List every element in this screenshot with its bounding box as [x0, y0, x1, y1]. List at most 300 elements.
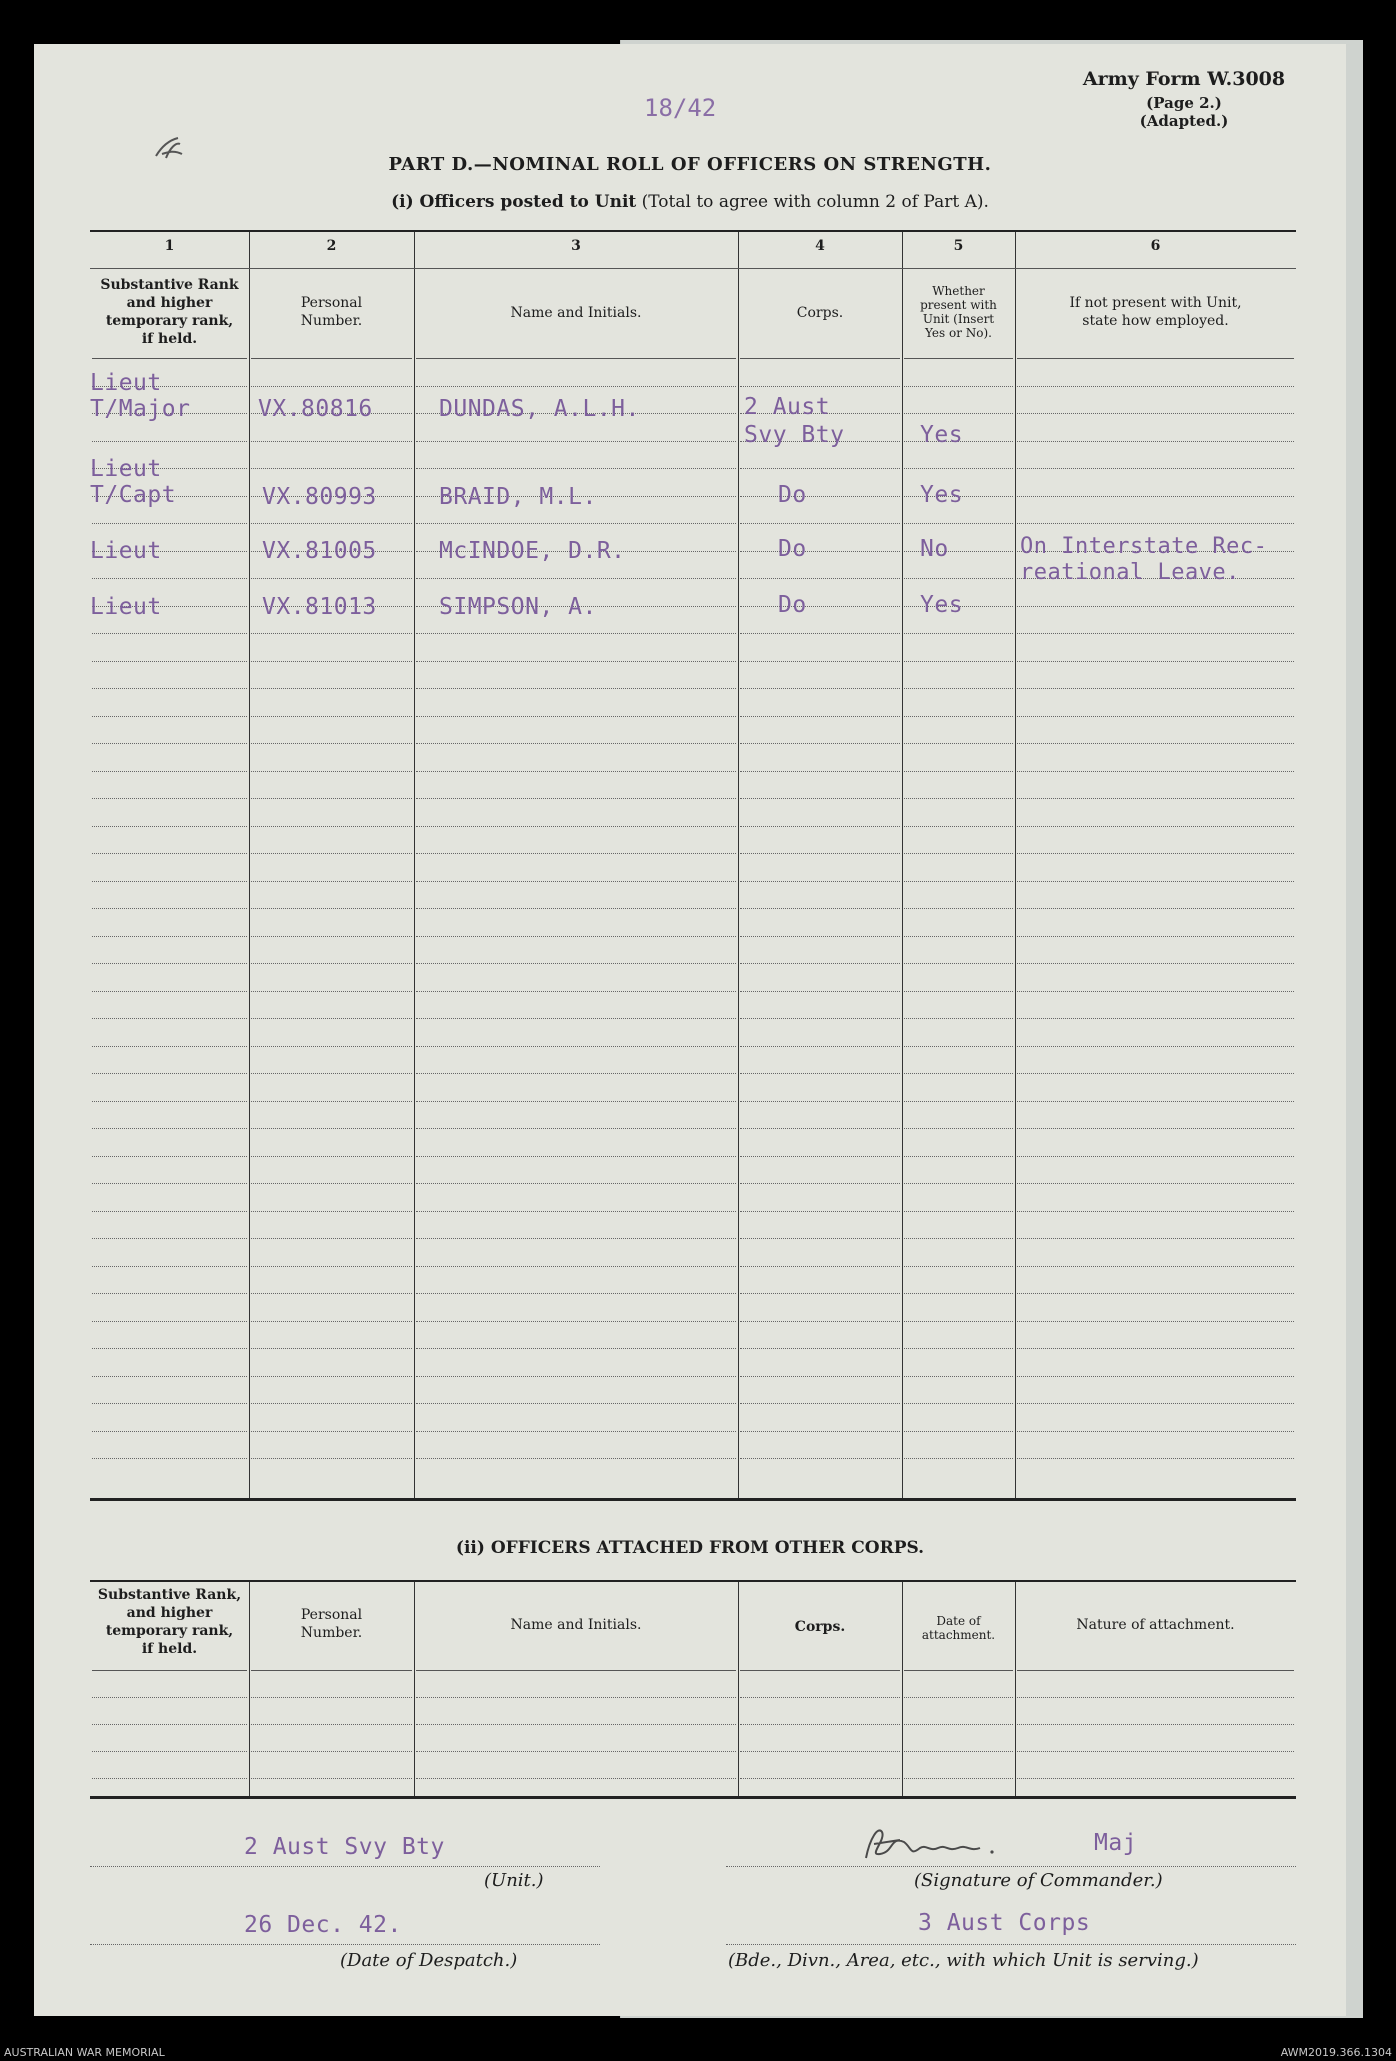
- ruled-line: [416, 633, 736, 634]
- ruled-line: [904, 523, 1013, 524]
- entry1-corps2: Svy Bty: [744, 422, 845, 448]
- entry4-name: SIMPSON, A.: [439, 594, 597, 620]
- ruled-line: [92, 1156, 247, 1157]
- ruled-line: [740, 1211, 900, 1212]
- entry2-rank2: T/Capt: [90, 482, 177, 508]
- ruled-line: [251, 1156, 412, 1157]
- ruled-line: [1017, 743, 1294, 744]
- formation-value: 3 Aust Corps: [918, 1910, 1091, 1936]
- ruled-line: [416, 936, 736, 937]
- ruled-line: [740, 908, 900, 909]
- ruled-line: [251, 1458, 412, 1459]
- ruled-line: [1017, 1128, 1294, 1129]
- ruled-line: [251, 1778, 412, 1779]
- ruled-line: [416, 578, 736, 579]
- ruled-line: [904, 1211, 1013, 1212]
- ruled-line: [904, 1697, 1013, 1698]
- ruled-line: [251, 908, 412, 909]
- ruled-line: [740, 606, 900, 607]
- ruled-line: [904, 386, 1013, 387]
- col-number-6: 6: [1150, 238, 1161, 254]
- ruled-line: [904, 1321, 1013, 1322]
- section1-title: (i) Officers posted to Unit (Total to agree with column 2 of Part A).: [391, 192, 989, 212]
- entry2-rank1: Lieut: [90, 456, 162, 482]
- ruled-line: [92, 1348, 247, 1349]
- ruled-line: [740, 688, 900, 689]
- ruled-line: [904, 881, 1013, 882]
- watermark-right: AWM2019.366.1304: [1280, 2046, 1392, 2059]
- ruled-line: [416, 908, 736, 909]
- ruled-line: [904, 991, 1013, 992]
- ruled-line: [1017, 413, 1294, 414]
- ruled-line: [904, 1348, 1013, 1349]
- ruled-line: [1017, 1238, 1294, 1239]
- ruled-line: [251, 1128, 412, 1129]
- ruled-line: [740, 1293, 900, 1294]
- ruled-line: [740, 1431, 900, 1432]
- ruled-line: [416, 688, 736, 689]
- ruled-line: [904, 853, 1013, 854]
- ruled-line: [251, 1431, 412, 1432]
- ruled-line: [904, 1073, 1013, 1074]
- ruled-line: [92, 743, 247, 744]
- ruled-line: [904, 413, 1013, 414]
- ruled-line: [904, 1403, 1013, 1404]
- ruled-line: [740, 1128, 900, 1129]
- ruled-line: [904, 1018, 1013, 1019]
- ruled-line: [1017, 1293, 1294, 1294]
- ruled-line: [251, 1348, 412, 1349]
- ruled-line: [904, 826, 1013, 827]
- ruled-line: [251, 853, 412, 854]
- ruled-line: [740, 633, 900, 634]
- ruled-line: [904, 716, 1013, 717]
- ruled-line: [1017, 468, 1294, 469]
- ruled-line: [416, 1211, 736, 1212]
- ruled-line: [251, 1266, 412, 1267]
- ruled-line: [92, 826, 247, 827]
- table1-top-rule: [90, 230, 1296, 232]
- date-value: 26 Dec. 42.: [244, 1912, 402, 1938]
- ruled-line: [416, 1431, 736, 1432]
- ruled-line: [1017, 441, 1294, 442]
- ruled-line: [740, 1073, 900, 1074]
- ruled-line: [1017, 1697, 1294, 1698]
- ruled-line: [904, 963, 1013, 964]
- ruled-line: [416, 771, 736, 772]
- signature-mark: [860, 1818, 1020, 1868]
- ruled-line: [904, 1751, 1013, 1752]
- header-corps: Corps.: [796, 305, 844, 321]
- ruled-line: [740, 1403, 900, 1404]
- ruled-line: [1017, 1211, 1294, 1212]
- ruled-line: [416, 716, 736, 717]
- ruled-line: [904, 688, 1013, 689]
- entry2-present: Yes: [920, 482, 964, 508]
- ruled-line: [904, 468, 1013, 469]
- s2-header-nature: Nature of attachment.: [1076, 1617, 1235, 1633]
- ruled-line: [251, 523, 412, 524]
- ruled-line: [92, 1183, 247, 1184]
- ruled-line: [1017, 853, 1294, 854]
- ruled-line: [416, 1348, 736, 1349]
- ruled-line: [1017, 688, 1294, 689]
- ruled-line: [251, 468, 412, 469]
- entry1-corps1: 2 Aust: [744, 394, 831, 420]
- ruled-line: [740, 771, 900, 772]
- ruled-line: [1017, 1046, 1294, 1047]
- ruled-line: [1017, 1018, 1294, 1019]
- ruled-line: [1017, 1431, 1294, 1432]
- ruled-line: [416, 523, 736, 524]
- ruled-line: [251, 1376, 412, 1377]
- form-adapted: (Adapted.): [1139, 112, 1229, 130]
- ruled-line: [740, 1778, 900, 1779]
- ruled-line: [416, 358, 736, 359]
- ruled-line: [1017, 826, 1294, 827]
- ruled-line: [251, 633, 412, 634]
- ruled-line: [740, 1238, 900, 1239]
- ruled-line: [904, 661, 1013, 662]
- ruled-line: [1017, 606, 1294, 607]
- ruled-line: [251, 826, 412, 827]
- s2-header-rank: Substantive Rank, and higher temporary rank, if held.: [97, 1587, 242, 1657]
- ruled-line: [740, 716, 900, 717]
- s2-header-name: Name and Initials.: [510, 1617, 642, 1633]
- ruled-line: [416, 1018, 736, 1019]
- ruled-line: [740, 578, 900, 579]
- ruled-line: [416, 798, 736, 799]
- entry1-number: VX.80816: [258, 396, 373, 422]
- ruled-line: [740, 523, 900, 524]
- ruled-line: [416, 468, 736, 469]
- ruled-line: [740, 881, 900, 882]
- ruled-line: [92, 523, 247, 524]
- ruled-line: [92, 578, 247, 579]
- ruled-line: [416, 1751, 736, 1752]
- ruled-line: [904, 1293, 1013, 1294]
- entry3-present: No: [920, 536, 949, 562]
- entry3-rank: Lieut: [90, 538, 162, 564]
- ruled-line: [416, 386, 736, 387]
- ruled-line: [1017, 661, 1294, 662]
- ruled-line: [92, 1751, 247, 1752]
- entry3-corps: Do: [778, 536, 807, 562]
- ruled-line: [1017, 1156, 1294, 1157]
- ruled-line: [92, 1266, 247, 1267]
- ruled-line: [740, 661, 900, 662]
- entry2-number: VX.80993: [262, 484, 377, 510]
- ruled-line: [1017, 963, 1294, 964]
- ruled-line: [251, 991, 412, 992]
- table2-bottom-rule: [90, 1796, 1296, 1799]
- entry1-name: DUNDAS, A.L.H.: [439, 396, 640, 422]
- ruled-line: [740, 1348, 900, 1349]
- ruled-line: [92, 1018, 247, 1019]
- entry2-name: BRAID, M.L.: [439, 484, 597, 510]
- ruled-line: [740, 1697, 900, 1698]
- ruled-line: [92, 1697, 247, 1698]
- ruled-line: [416, 1238, 736, 1239]
- ruled-line: [904, 771, 1013, 772]
- entry1-rank2: T/Major: [90, 396, 191, 422]
- ruled-line: [740, 1751, 900, 1752]
- ruled-line: [416, 963, 736, 964]
- ruled-line: [740, 1046, 900, 1047]
- ruled-line: [1017, 1751, 1294, 1752]
- ruled-line: [251, 798, 412, 799]
- ruled-line: [92, 716, 247, 717]
- unit-value: 2 Aust Svy Bty: [244, 1834, 445, 1860]
- ruled-line: [92, 1458, 247, 1459]
- ruled-line: [904, 743, 1013, 744]
- ruled-line: [904, 578, 1013, 579]
- ruled-line: [92, 881, 247, 882]
- ruled-line: [740, 826, 900, 827]
- ruled-line: [1017, 716, 1294, 717]
- entry3-name: McINDOE, D.R.: [439, 538, 626, 564]
- ruled-line: [416, 1073, 736, 1074]
- formation-label: (Bde., Divn., Area, etc., with which Unit is serving.): [728, 1950, 1199, 1971]
- ruled-line: [904, 936, 1013, 937]
- col-number-3: 3: [571, 238, 581, 254]
- ruled-line: [740, 1156, 900, 1157]
- ruled-line: [92, 936, 247, 937]
- ruled-line: [1017, 386, 1294, 387]
- ruled-line: [251, 1101, 412, 1102]
- ruled-line: [1017, 908, 1294, 909]
- ruled-line: [416, 1778, 736, 1779]
- ruled-line: [740, 963, 900, 964]
- ruled-line: [904, 1778, 1013, 1779]
- ruled-line: [740, 1670, 900, 1671]
- header-rank: Substantive Rank and higher temporary rank, if held.: [100, 277, 239, 347]
- ruled-line: [416, 1376, 736, 1377]
- ruled-line: [1017, 881, 1294, 882]
- col-number-4: 4: [815, 238, 825, 254]
- ruled-line: [251, 1046, 412, 1047]
- ruled-line: [416, 1183, 736, 1184]
- ruled-line: [740, 1458, 900, 1459]
- ruled-line: [904, 1724, 1013, 1725]
- ruled-line: [92, 441, 247, 442]
- ruled-line: [92, 1376, 247, 1377]
- ruled-line: [1017, 358, 1294, 359]
- ruled-line: [92, 1073, 247, 1074]
- ruled-line: [740, 358, 900, 359]
- ruled-line: [904, 1670, 1013, 1671]
- ruled-line: [251, 688, 412, 689]
- ruled-line: [1017, 798, 1294, 799]
- ruled-line: [1017, 991, 1294, 992]
- col-number-2: 2: [326, 238, 337, 254]
- ruled-line: [740, 936, 900, 937]
- ruled-line: [904, 1266, 1013, 1267]
- ruled-line: [740, 1183, 900, 1184]
- ruled-line: [904, 908, 1013, 909]
- signature-label: (Signature of Commander.): [914, 1870, 1163, 1891]
- ruled-line: [416, 1670, 736, 1671]
- ruled-line: [740, 386, 900, 387]
- ruled-line: [416, 1101, 736, 1102]
- ruled-line: [251, 771, 412, 772]
- header-present: Whether present with Unit (Insert Yes or No).: [920, 284, 997, 340]
- ruled-line: [1017, 771, 1294, 772]
- entry4-number: VX.81013: [262, 594, 377, 620]
- ruled-line: [92, 1293, 247, 1294]
- ruled-line: [92, 963, 247, 964]
- ruled-line: [251, 1211, 412, 1212]
- ruled-line: [416, 661, 736, 662]
- ruled-line: [251, 358, 412, 359]
- s2-header-personal-number: Personal Number.: [300, 1607, 363, 1641]
- ruled-line: [740, 743, 900, 744]
- entry3-number: VX.81005: [262, 538, 377, 564]
- col-number-1: 1: [164, 238, 175, 254]
- ruled-line: [92, 633, 247, 634]
- header-employed: If not present with Unit, state how employed.: [1069, 295, 1242, 329]
- ruled-line: [416, 881, 736, 882]
- ruled-line: [251, 1238, 412, 1239]
- ruled-line: [416, 1046, 736, 1047]
- ruled-line: [251, 1321, 412, 1322]
- ruled-line: [92, 1778, 247, 1779]
- ruled-line: [92, 688, 247, 689]
- ruled-line: [251, 1724, 412, 1725]
- ruled-line: [251, 1073, 412, 1074]
- ruled-line: [904, 1458, 1013, 1459]
- ruled-line: [740, 1724, 900, 1725]
- entry4-rank: Lieut: [90, 594, 162, 620]
- entry1-rank1: Lieut: [90, 370, 162, 396]
- ruled-line: [416, 991, 736, 992]
- ruled-line: [1017, 523, 1294, 524]
- ruled-line: [92, 1403, 247, 1404]
- ruled-line: [740, 496, 900, 497]
- header-name: Name and Initials.: [510, 305, 642, 321]
- ruled-line: [92, 358, 247, 359]
- table2-top-rule: [90, 1580, 1296, 1582]
- ruled-line: [1017, 1376, 1294, 1377]
- ruled-line: [740, 1321, 900, 1322]
- entry3-employed-line2: reational Leave.: [1020, 560, 1240, 585]
- ruled-line: [92, 1724, 247, 1725]
- ruled-line: [251, 661, 412, 662]
- form-page-number: (Page 2.): [1146, 94, 1222, 112]
- s2-header-date: Date of attachment.: [921, 1614, 996, 1642]
- ruled-line: [1017, 1458, 1294, 1459]
- ruled-line: [416, 1724, 736, 1725]
- ruled-line: [904, 633, 1013, 634]
- ruled-line: [1017, 1266, 1294, 1267]
- ruled-line: [92, 908, 247, 909]
- ruled-line: [1017, 633, 1294, 634]
- ruled-line: [251, 1670, 412, 1671]
- ruled-line: [904, 1046, 1013, 1047]
- ruled-line: [92, 1431, 247, 1432]
- ruled-line: [416, 1293, 736, 1294]
- header-personal-number: Personal Number.: [300, 295, 363, 329]
- ruled-line: [251, 716, 412, 717]
- entry4-present: Yes: [920, 592, 964, 618]
- ruled-line: [740, 551, 900, 552]
- ruled-line: [740, 991, 900, 992]
- ruled-line: [416, 1266, 736, 1267]
- ruled-line: [92, 1101, 247, 1102]
- ruled-line: [416, 1697, 736, 1698]
- signature-rank: Maj: [1094, 1830, 1138, 1856]
- ruled-line: [1017, 1670, 1294, 1671]
- ruled-line: [740, 1376, 900, 1377]
- ruled-line: [416, 826, 736, 827]
- ruled-line: [416, 853, 736, 854]
- ruled-line: [416, 1458, 736, 1459]
- ruled-line: [1017, 1778, 1294, 1779]
- ruled-line: [92, 1046, 247, 1047]
- ruled-line: [740, 1018, 900, 1019]
- ruled-line: [1017, 496, 1294, 497]
- ruled-line: [251, 386, 412, 387]
- ruled-line: [251, 1751, 412, 1752]
- ruled-line: [92, 991, 247, 992]
- ruled-line: [1017, 1403, 1294, 1404]
- ruled-line: [904, 1183, 1013, 1184]
- ruled-line: [251, 1018, 412, 1019]
- ruled-line: [92, 1128, 247, 1129]
- ruled-line: [904, 1128, 1013, 1129]
- stamp-number: 18/42: [644, 94, 717, 122]
- ruled-line: [416, 441, 736, 442]
- ruled-line: [92, 771, 247, 772]
- ruled-line: [904, 1376, 1013, 1377]
- ruled-line: [92, 1670, 247, 1671]
- ruled-line: [904, 1238, 1013, 1239]
- ruled-line: [251, 881, 412, 882]
- ruled-line: [416, 1128, 736, 1129]
- ruled-line: [904, 798, 1013, 799]
- col-number-5: 5: [953, 238, 964, 254]
- ruled-line: [1017, 1073, 1294, 1074]
- ruled-line: [251, 578, 412, 579]
- entry2-corps: Do: [778, 482, 807, 508]
- ruled-line: [740, 798, 900, 799]
- ruled-line: [904, 1431, 1013, 1432]
- ruled-line: [251, 936, 412, 937]
- form-id: Army Form W.3008: [1082, 68, 1286, 90]
- entry1-present: Yes: [920, 422, 964, 448]
- ruled-line: [1017, 1101, 1294, 1102]
- s2-header-corps: Corps.: [794, 1619, 846, 1635]
- ruled-line: [1017, 1724, 1294, 1725]
- ruled-line: [416, 1321, 736, 1322]
- ruled-line: [251, 1293, 412, 1294]
- unit-label: (Unit.): [484, 1870, 544, 1891]
- ruled-line: [92, 661, 247, 662]
- ruled-line: [740, 468, 900, 469]
- ruled-line: [904, 1101, 1013, 1102]
- ruled-line: [92, 1211, 247, 1212]
- ruled-line: [740, 1266, 900, 1267]
- ruled-line: [740, 1101, 900, 1102]
- ruled-line: [416, 1156, 736, 1157]
- ruled-line: [1017, 1321, 1294, 1322]
- ruled-line: [1017, 1348, 1294, 1349]
- ruled-line: [416, 743, 736, 744]
- part-title: PART D.—NOMINAL ROLL OF OFFICERS ON STRENGTH.: [388, 154, 992, 175]
- ruled-line: [251, 1403, 412, 1404]
- entry3-employed-line1: On Interstate Rec-: [1020, 534, 1268, 559]
- table1-bottom-rule: [90, 1498, 1296, 1501]
